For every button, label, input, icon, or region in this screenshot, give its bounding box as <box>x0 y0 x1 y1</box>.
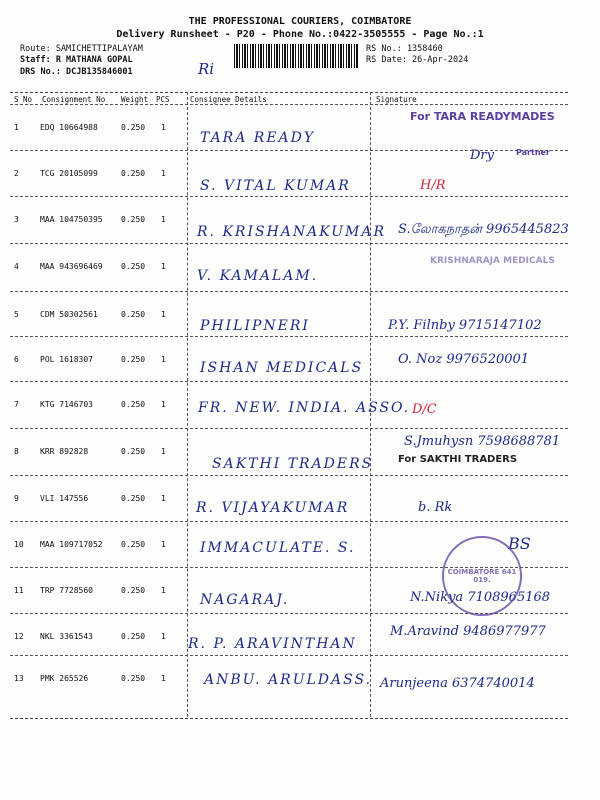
row-divider <box>10 336 568 337</box>
company-title: THE PROFESSIONAL COURIERS, COIMBATORE <box>188 16 412 27</box>
row-divider <box>10 381 568 382</box>
row-signature: b. Rk <box>418 500 453 515</box>
row-sno: 6 <box>14 355 19 364</box>
row-weight: 0.250 <box>121 262 146 271</box>
row-consignee: PHILIPNERI <box>200 318 310 334</box>
stamp-sakthi: For SAKTHI TRADERS <box>398 454 518 465</box>
row-consignment: MAA 943696469 <box>40 262 103 271</box>
col-consignment: Consignment No <box>42 95 106 104</box>
row-divider <box>10 475 568 476</box>
row-sno: 11 <box>14 586 24 595</box>
row-consignment: MAA 109717052 <box>40 540 103 549</box>
row-divider <box>10 196 568 197</box>
row-signature: O. Noz 9976520001 <box>398 352 530 367</box>
row-consignment: TRP 7728560 <box>40 586 93 595</box>
row-sno: 9 <box>14 494 19 503</box>
stamp-krishnaraja: KRISHNARAJA MEDICALS <box>430 256 555 266</box>
row-weight: 0.250 <box>121 400 146 409</box>
row-weight: 0.250 <box>121 123 146 132</box>
row-pcs: 1 <box>161 355 166 364</box>
row-consignment: TCG 20105099 <box>40 169 98 178</box>
row-consignee: R. KRISHANAKUMAR <box>197 224 386 240</box>
stamp-round-seal <box>442 536 522 616</box>
row-consignment: CDM 50302561 <box>40 310 98 319</box>
row-sno: 13 <box>14 674 24 683</box>
row-sno: 7 <box>14 400 19 409</box>
row-pcs: 1 <box>161 262 166 271</box>
row-pcs: 1 <box>161 586 166 595</box>
row-consignment: PMK 265526 <box>40 674 89 683</box>
row-signature: S.லோகநாதன் 9965445823 <box>398 222 569 237</box>
row-pcs: 1 <box>161 310 166 319</box>
stamp-tara: For TARA READYMADES <box>410 110 555 123</box>
row-consignee: V. KAMALAM. <box>197 268 319 284</box>
row-sno: 5 <box>14 310 19 319</box>
row-weight: 0.250 <box>121 169 146 178</box>
row-consignee: IMMACULATE. S. <box>200 540 356 556</box>
row-weight: 0.250 <box>121 632 146 641</box>
row-weight: 0.250 <box>121 540 146 549</box>
row-consignment: KTG 7146703 <box>40 400 93 409</box>
runsheet-title: Delivery Runsheet - P20 - Phone No.:0422-3505555 - Page No.:1 <box>116 29 484 40</box>
row-consignee: SAKTHI TRADERS <box>212 456 374 472</box>
col-sno: S No <box>14 95 33 104</box>
route-label: Route: SAMICHETTIPALAYAM <box>20 44 143 54</box>
row-divider <box>10 428 568 429</box>
row-pcs: 1 <box>161 632 166 641</box>
row-pcs: 1 <box>161 494 166 503</box>
row-signature: Dry <box>470 148 494 163</box>
row-weight: 0.250 <box>121 674 146 683</box>
row-pcs: 1 <box>161 169 166 178</box>
row-consignment: MAA 104750395 <box>40 215 103 224</box>
row-signature: H/R <box>420 178 446 193</box>
staff-initials: Ri <box>198 60 215 78</box>
row-signature: S.Jmuhysn 7598688781 <box>404 434 561 449</box>
row-signature: Arunjeena 6374740014 <box>380 676 535 691</box>
row-pcs: 1 <box>161 215 166 224</box>
row-signature: N.Nikya 7108965168 <box>410 590 551 605</box>
row-signature: D/C <box>412 402 437 417</box>
row-consignee: ANBU. ARULDASS. <box>204 672 373 688</box>
row-consignee: R. P. ARAVINTHAN <box>188 636 357 652</box>
row-consignment: KRR 892828 <box>40 447 89 456</box>
rs-date: RS Date: 26-Apr-2024 <box>366 55 469 65</box>
row-consignee: R. VIJAYAKUMAR <box>196 500 350 516</box>
drs-label: DRS No.: DCJB135846001 <box>20 67 133 77</box>
row-consignee: FR. NEW. INDIA. ASSO. <box>198 400 411 416</box>
staff-label: Staff: R MATHANA GOPAL <box>20 55 133 65</box>
row-pcs: 1 <box>161 674 166 683</box>
col-weight: Weight <box>121 95 149 104</box>
row-divider <box>10 291 568 292</box>
row-consignee: ISHAN MEDICALS <box>200 360 364 376</box>
row-sno: 1 <box>14 123 19 132</box>
row-weight: 0.250 <box>121 494 146 503</box>
column-divider <box>187 92 188 717</box>
row-weight: 0.250 <box>121 447 146 456</box>
row-sno: 4 <box>14 262 19 271</box>
row-sno: 3 <box>14 215 19 224</box>
row-consignment: EDQ 10664988 <box>40 123 98 132</box>
col-pcs: PCS <box>156 95 170 104</box>
row-consignment: NKL 3361543 <box>40 632 93 641</box>
row-weight: 0.250 <box>121 215 146 224</box>
rs-number: RS No.: 1358460 <box>366 44 443 54</box>
stamp-partner: Partner <box>516 148 550 157</box>
row-divider <box>10 655 568 656</box>
row-signature: M.Aravind 9486977977 <box>390 624 546 639</box>
row-sno: 12 <box>14 632 24 641</box>
row-pcs: 1 <box>161 123 166 132</box>
barcode <box>234 44 358 68</box>
col-signature: Signature <box>376 95 417 104</box>
row-consignee: S. VITAL KUMAR <box>200 178 351 194</box>
row-divider <box>10 243 568 244</box>
row-pcs: 1 <box>161 447 166 456</box>
seal-text: COIMBATORE 641 019. <box>447 568 517 584</box>
row-weight: 0.250 <box>121 586 146 595</box>
row-divider <box>10 150 568 151</box>
row-sno: 10 <box>14 540 24 549</box>
row-consignee: TARA READY <box>200 130 316 146</box>
row-consignment: POL 1618307 <box>40 355 93 364</box>
row-sno: 2 <box>14 169 19 178</box>
row-divider <box>10 521 568 522</box>
row-sno: 8 <box>14 447 19 456</box>
row-pcs: 1 <box>161 540 166 549</box>
row-signature: BS <box>508 534 531 553</box>
row-consignment: VLI 147556 <box>40 494 89 503</box>
row-pcs: 1 <box>161 400 166 409</box>
row-consignee: NAGARAJ. <box>200 592 290 608</box>
row-weight: 0.250 <box>121 310 146 319</box>
row-signature: P.Y. Filnby 9715147102 <box>388 318 542 333</box>
header-divider <box>10 104 568 105</box>
col-consignee: Consignee Details <box>190 95 267 104</box>
row-weight: 0.250 <box>121 355 146 364</box>
